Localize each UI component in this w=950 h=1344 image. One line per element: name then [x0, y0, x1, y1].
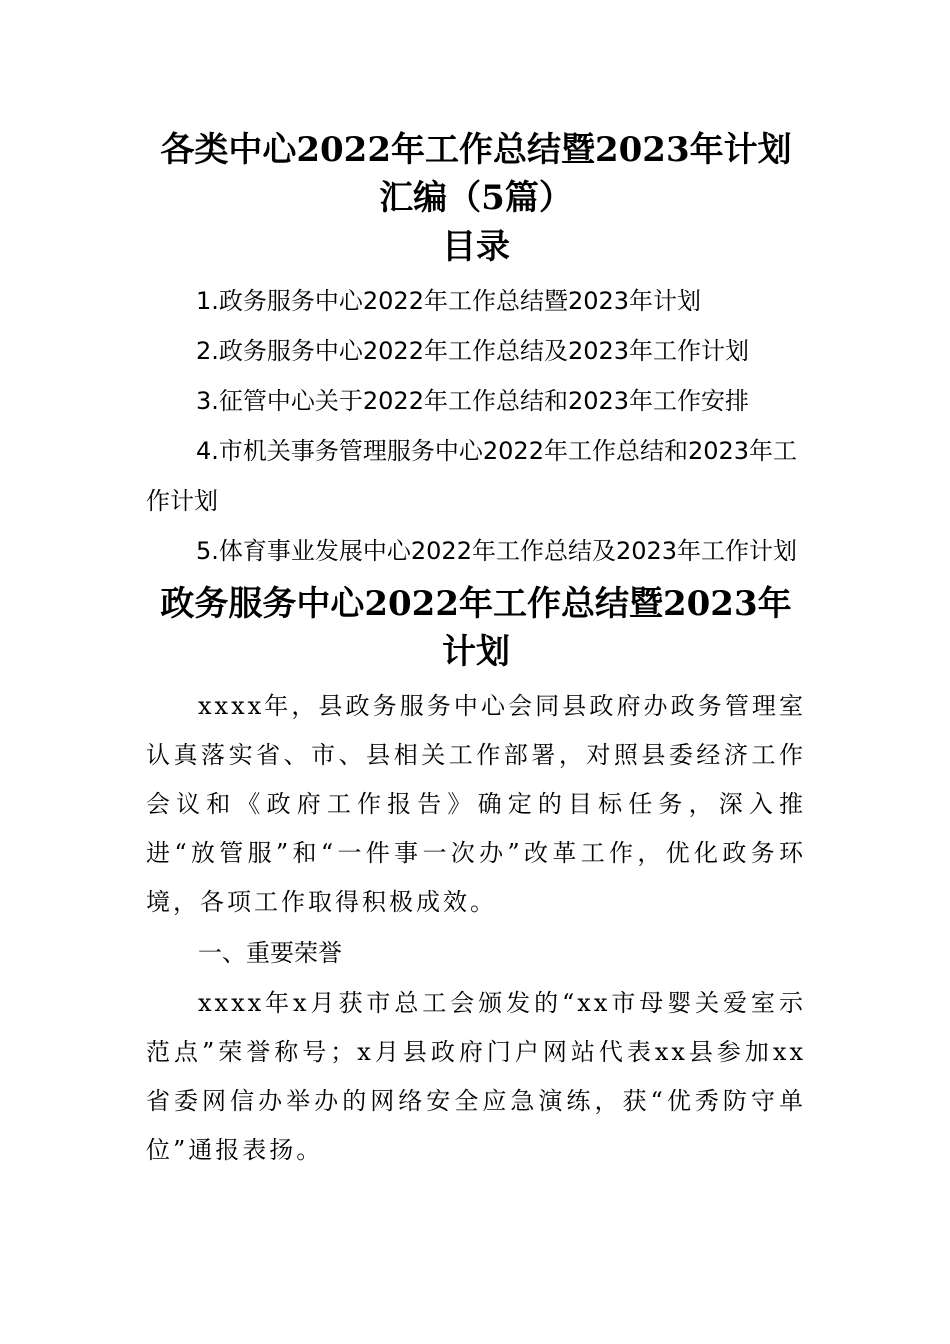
toc-item: 1.政务服务中心2022年工作总结暨2023年计划 [196, 287, 702, 315]
toc-item: 2.政务服务中心2022年工作总结及2023年工作计划 [196, 337, 750, 365]
document-title: 各类中心2022年工作总结暨2023年计划汇编（5篇） [160, 130, 792, 218]
toc-item: 3.征管中心关于2022年工作总结和2023年工作安排 [196, 387, 750, 415]
intro-paragraph: xxxx年，县政务服务中心会同县政府办政务管理室认真落实省、市、县相关工作部署，对照县委经济工作会议和《政府工作报告》确定的目标任务，深入推进“放管服”和“一件事一次办”改革工作，优化政务环境，各项工作取得积极成效。 [146, 692, 806, 916]
toc-item: 5.体育事业发展中心2022年工作总结及2023年工作计划 [196, 537, 798, 565]
table-of-contents [146, 276, 806, 576]
section-title: 政务服务中心2022年工作总结暨2023年计划 [160, 584, 792, 672]
honor-paragraph: xxxx年x月获市总工会颁发的“xx市母婴关爱室示范点”荣誉称号；x月县政府门户网站代表xx县参加xx省委网信办举办的网络安全应急演练，获“优秀防守单位”通报表扬。 [146, 989, 806, 1164]
toc-heading: 目录 [442, 227, 510, 267]
toc-item: 4.市机关事务管理服务中心2022年工作总结和2023年工作计划 [146, 437, 798, 515]
document-body [146, 126, 806, 1175]
subheading: 一、重要荣誉 [198, 939, 342, 967]
